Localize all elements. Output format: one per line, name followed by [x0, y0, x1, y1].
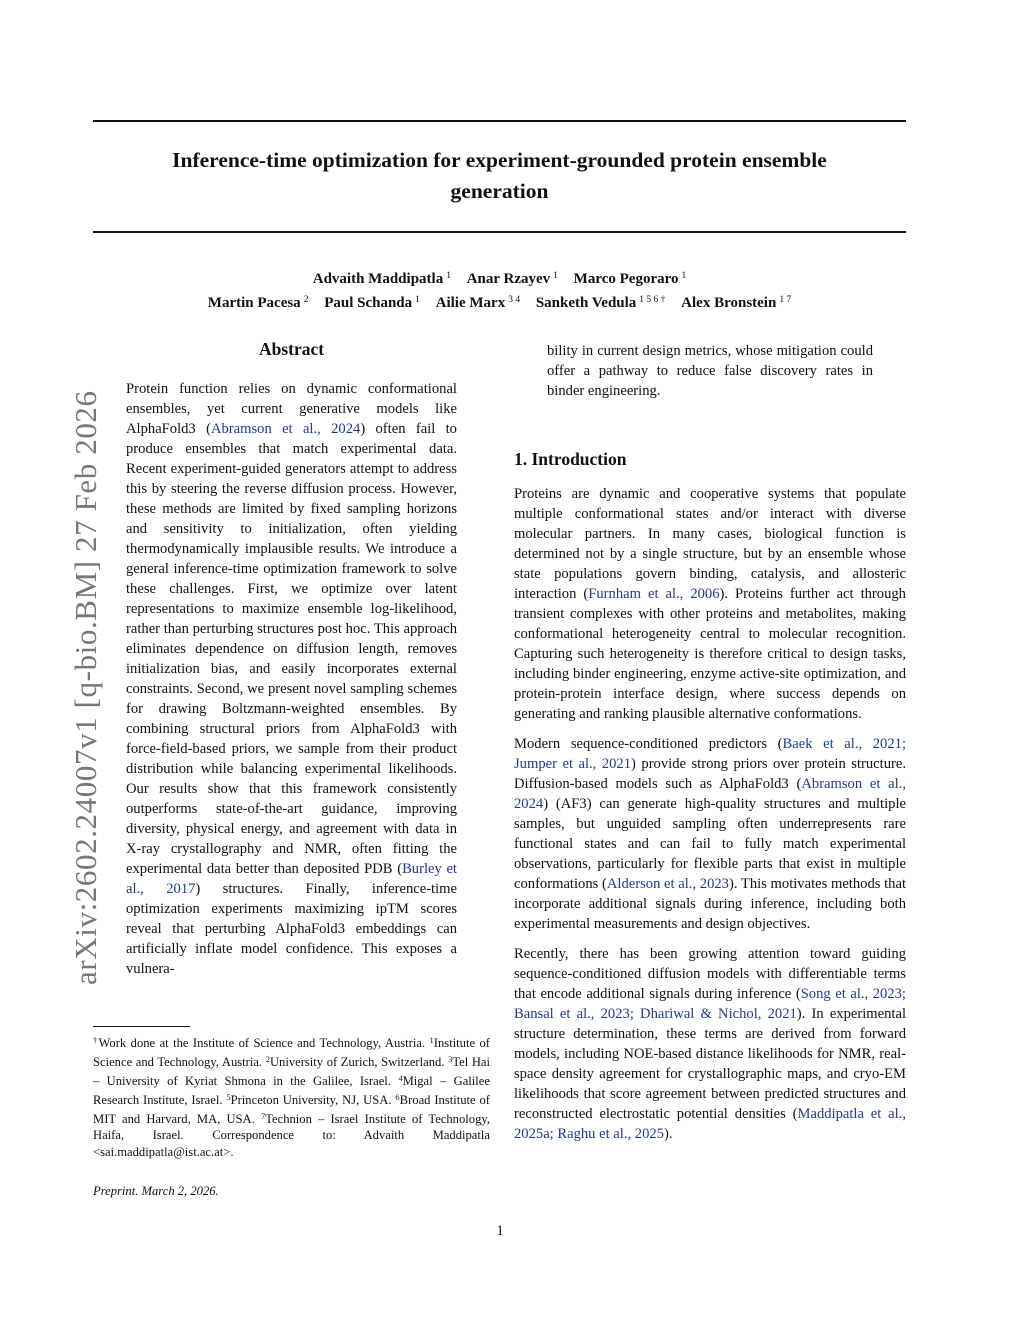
title-rule-top: [93, 120, 906, 122]
author: Advaith Maddipatla $^1$: [312, 271, 451, 287]
left-column: [93, 337, 490, 979]
author: Marco Pegoraro $^1$: [573, 271, 687, 287]
citation-link[interactable]: Song et al., 2023: [800, 986, 902, 1002]
citation-link[interactable]: Maddipatla et al., 2025a: [514, 1106, 906, 1142]
intro-paragraph-3: Recently, there has been growing attention toward guiding sequence-conditioned diffusion models with differentiable terms that encode additional signals during inference (Song et al., 2023; Bansal et al., 2023; Dhariwal & Nichol, 2021). In experimental structure determination, these terms are derived from forward models, including NOE-based distance likelihoods for NMR, real-space density agreement for crystallographic maps, and cryo-EM likelihoods that score agreement between predicted structures and reconstructed electrostatic potential densities (Maddipatla et al., 2025a; Raghu et al., 2025).: [514, 946, 906, 1142]
affiliation-footnotes: †Work done at the Institute of Science and Technology, Austria. $^1$Institute of Science and Technology, Austria. $^2$University of Zurich, Switzerland. $^3$Tel Hai – University of Kyriat Shmona in the Galilee, Israel. $^4$Migal – Galilee Research Institute, Israel. $^5$Princeton University, NJ, USA. $^6$Broad Institute of MIT and Harvard, MA, USA. $^7$Technion – Israel Institute of Technology, Haifa, Israel. Correspondence to: Advaith Maddipatla <sai.maddipatla@ist.ac.at>.: [93, 1035, 491, 1159]
preprint-note: Preprint. March 2, 2026.: [93, 1184, 219, 1198]
abstract-text: Protein function relies on dynamic conformational ensembles, yet current generative models like AlphaFold3 (Abramson et al., 2024) often fail to produce ensembles that match experimental data. Recent experiment-guided generators attempt to address this by steering the reverse diffusion process. However, these methods are limited by fixed sampling horizons and sensitivity to initialization, often yielding thermodynamically implausible results. We introduce a general inference-time optimization framework to solve these challenges. First, we optimize over latent representations to maximize ensemble log-likelihood, rather than perturbing structures post hoc. This approach eliminates dependence on diffusion length, removes initialization bias, and easily incorporates external constraints. Second, we present novel sampling schemes for drawing Boltzmann-weighted ensembles. By combining structural priors from AlphaFold3 with force-field-based priors, we sample from their product distribution while balancing experimental likelihoods. Our results show that this framework consistently outperforms state-of-the-art guidance, improving diversity, physical energy, and agreement with data in X-ray crystallography and NMR, often fitting the experimental data better than deposited PDB (Burley et al., 2017) structures. Finally, inference-time optimization experiments maximizing ipTM scores reveal that perturbing AlphaFold3 embeddings can artificially inflate model confidence. This exposes a vulnera-: [126, 381, 457, 977]
intro-paragraph-2: Modern sequence-conditioned predictors (Baek et al., 2021; Jumper et al., 2021) provide strong priors over protein structure. Diffusion-based models such as AlphaFold3 (Abramson et al., 2024) (AF3) can generate high-quality structures and multiple samples, but unguided sampling often underrepresents rare functional states and can fail to fully match experimental observations, particularly for flexible parts that exist in multiple conformations (Alderson et al., 2023). This motivates methods that incorporate additional signals during inference, including both experimental measurements and design objectives.: [514, 736, 907, 932]
introduction-heading: 1. Introduction: [514, 449, 627, 469]
page-number: 1: [496, 1223, 504, 1239]
title-line-2: generation: [450, 179, 549, 203]
author-row-2: [93, 290, 906, 314]
footnote-rule: [93, 1026, 190, 1027]
citation-link[interactable]: Alderson et al., 2023: [606, 876, 729, 892]
author-list: [93, 266, 906, 314]
citation-link[interactable]: Raghu et al., 2025: [557, 1126, 664, 1142]
arxiv-side-stamp: [10, 345, 103, 985]
citation-link[interactable]: Abramson et al., 2024: [514, 776, 906, 812]
citation-link[interactable]: Baek et al., 2021: [782, 736, 902, 752]
citation-link[interactable]: Abramson et al., 2024: [210, 421, 361, 437]
citation-link[interactable]: Bansal et al., 2023: [514, 1006, 630, 1022]
author: Anar Rzayev $^1$: [466, 271, 558, 287]
citation-link[interactable]: Jumper et al., 2021: [514, 756, 632, 772]
author: Ailie Marx $^{3 4}$: [435, 295, 521, 311]
title-line-1: Inference-time optimization for experiment-grounded protein ensemble: [172, 148, 827, 172]
author: Alex Bronstein $^{1 7}$: [681, 295, 792, 311]
abstract-heading: Abstract: [258, 339, 325, 359]
intro-paragraph-1: Proteins are dynamic and cooperative systems that populate multiple conformational states and/or interact with diverse molecular partners. In many cases, biological function is determined not by a single structure, but by an ensemble whose state populations govern binding, catalysis, and allosteric interaction (Furnham et al., 2006). Proteins further act through transient complexes with other proteins and metabolites, making conformational heterogeneity central to molecular recognition. Capturing such heterogeneity is therefore critical to design tasks, including binder engineering, enzyme active-site optimization, and protein-protein interface design, where success depends on generating and ranking plausible alternative conformations.: [514, 486, 906, 722]
author: Martin Pacesa $^2$: [207, 295, 309, 311]
author: Paul Schanda $^1$: [324, 295, 420, 311]
author-row-1: [93, 266, 906, 290]
citation-link[interactable]: Burley et al., 2017: [126, 861, 457, 897]
author: Sanketh Vedula $^{1 5 6 \dagger}$: [535, 295, 666, 311]
arxiv-identifier: arXiv:2602.24007v1 [q-bio.BM] 27 Feb 2026: [68, 390, 103, 985]
paper-title: [93, 145, 906, 207]
title-rule-bottom: [93, 231, 906, 233]
right-column: [514, 341, 906, 1154]
citation-link[interactable]: Dhariwal & Nichol, 2021: [640, 1006, 797, 1022]
citation-link[interactable]: Furnham et al., 2006: [588, 586, 720, 602]
abstract-continued: bility in current design metrics, whose mitigation could offer a pathway to reduce false discovery rates in binder engineering.: [547, 343, 873, 399]
